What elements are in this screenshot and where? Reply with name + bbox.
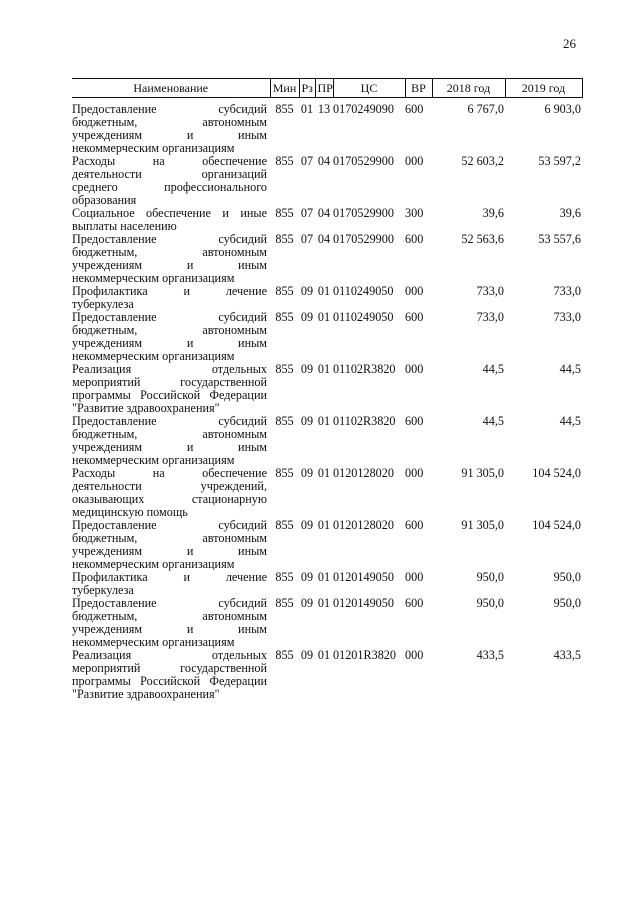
row-pr: 04 xyxy=(317,232,331,246)
row-name-line: мероприятий государственной xyxy=(72,376,267,389)
row-vr: 000 xyxy=(405,570,424,584)
row-name-line: некоммерческим организациям xyxy=(72,142,235,155)
row-vr: 000 xyxy=(405,284,424,298)
row-2019: 950,0 xyxy=(553,570,581,584)
header-vr: ВР xyxy=(405,79,432,98)
row-name-line: Предоставление субсидий xyxy=(72,233,267,246)
row-cs: 0170249090 xyxy=(333,102,394,116)
row-name-line: учреждениям и иным xyxy=(72,623,267,636)
row-name-line: бюджетным, автономным xyxy=(72,532,267,545)
row-name-line: программы Российской Федерации xyxy=(72,675,267,688)
row-cs: 01201R3820 xyxy=(333,648,396,662)
row-vr: 600 xyxy=(405,232,424,246)
row-name-line: Расходы на обеспечение xyxy=(72,467,267,480)
page-number: 26 xyxy=(563,36,576,51)
row-name-line: Расходы на обеспечение xyxy=(72,155,267,168)
row-name-line: Реализация отдельных xyxy=(72,363,267,376)
row-rz: 07 xyxy=(300,206,314,220)
row-min: 855 xyxy=(275,102,294,116)
row-cs: 0120128020 xyxy=(333,466,394,480)
row-2019: 104 524,0 xyxy=(532,466,581,480)
row-name-line: учреждениям и иным xyxy=(72,441,267,454)
row-cs: 0110249050 xyxy=(333,310,394,324)
row-min: 855 xyxy=(275,154,294,168)
row-pr: 01 xyxy=(317,310,331,324)
row-name-line: Предоставление субсидий xyxy=(72,519,267,532)
row-rz: 09 xyxy=(300,414,314,428)
row-name xyxy=(72,597,270,649)
row-2019: 433,5 xyxy=(553,648,581,662)
row-vr: 600 xyxy=(405,310,424,324)
row-2018: 52 603,2 xyxy=(461,154,504,168)
row-2018: 91 305,0 xyxy=(461,466,504,480)
table-row xyxy=(72,285,582,311)
row-cs: 0170529900 xyxy=(333,206,394,220)
row-cs: 01102R3820 xyxy=(333,362,396,376)
row-2019: 44,5 xyxy=(559,362,581,376)
row-name-line: Профилактика и лечение xyxy=(72,571,267,584)
row-2019: 53 557,6 xyxy=(538,232,581,246)
row-name xyxy=(72,98,270,156)
row-2018: 733,0 xyxy=(476,284,504,298)
row-name-line: Социальное обеспечение и иные xyxy=(72,207,267,220)
table-row xyxy=(72,98,582,156)
row-name xyxy=(72,415,270,467)
row-cs: 0120128020 xyxy=(333,518,394,532)
row-2018: 950,0 xyxy=(476,596,504,610)
row-pr: 01 xyxy=(317,284,331,298)
row-name-line: оказывающих стационарную xyxy=(72,493,267,506)
row-name-line: некоммерческим организациям xyxy=(72,636,235,649)
row-min: 855 xyxy=(275,596,294,610)
row-2018: 44,5 xyxy=(482,362,504,376)
row-min: 855 xyxy=(275,310,294,324)
row-min: 855 xyxy=(275,518,294,532)
row-vr: 600 xyxy=(405,102,424,116)
row-2018: 433,5 xyxy=(476,648,504,662)
row-name xyxy=(72,155,270,207)
row-2018: 39,6 xyxy=(482,206,504,220)
row-name-line: бюджетным, автономным xyxy=(72,428,267,441)
row-pr: 01 xyxy=(317,518,331,532)
row-pr: 01 xyxy=(317,570,331,584)
row-rz: 07 xyxy=(300,154,314,168)
row-name-line: Реализация отдельных xyxy=(72,649,267,662)
row-vr: 000 xyxy=(405,648,424,662)
row-name xyxy=(72,467,270,519)
row-cs: 0110249050 xyxy=(333,284,394,298)
row-min: 855 xyxy=(275,206,294,220)
row-cs: 0120149050 xyxy=(333,570,394,584)
row-name-line: бюджетным, автономным xyxy=(72,116,267,129)
row-pr: 13 xyxy=(317,102,331,116)
row-2019: 733,0 xyxy=(553,284,581,298)
row-rz: 09 xyxy=(300,596,314,610)
row-name-line: Предоставление субсидий xyxy=(72,415,267,428)
row-pr: 01 xyxy=(317,648,331,662)
row-name-line: учреждениям и иным xyxy=(72,259,267,272)
row-min: 855 xyxy=(275,414,294,428)
row-2019: 39,6 xyxy=(559,206,581,220)
row-name-line: мероприятий государственной xyxy=(72,662,267,675)
row-vr: 600 xyxy=(405,518,424,532)
table-row xyxy=(72,467,582,519)
row-cs: 01102R3820 xyxy=(333,414,396,428)
table-row xyxy=(72,233,582,285)
row-2019: 104 524,0 xyxy=(532,518,581,532)
row-min: 855 xyxy=(275,570,294,584)
row-name xyxy=(72,233,270,285)
row-2019: 733,0 xyxy=(553,310,581,324)
row-name xyxy=(72,311,270,363)
row-2018: 44,5 xyxy=(482,414,504,428)
row-cs: 0170529900 xyxy=(333,154,394,168)
header-2019: 2019 год xyxy=(505,79,582,98)
row-min: 855 xyxy=(275,284,294,298)
row-min: 855 xyxy=(275,648,294,662)
row-name xyxy=(72,571,270,597)
row-vr: 600 xyxy=(405,414,424,428)
row-name-line: среднего профессионального xyxy=(72,181,267,194)
row-vr: 000 xyxy=(405,362,424,376)
table-row xyxy=(72,415,582,467)
row-name-line: деятельности учреждений, xyxy=(72,480,267,493)
row-min: 855 xyxy=(275,232,294,246)
row-rz: 09 xyxy=(300,310,314,324)
row-rz: 09 xyxy=(300,648,314,662)
header-min: Мин xyxy=(270,79,299,98)
row-pr: 01 xyxy=(317,414,331,428)
row-rz: 09 xyxy=(300,466,314,480)
row-vr: 000 xyxy=(405,154,424,168)
row-name-line: некоммерческим организациям xyxy=(72,350,235,363)
row-2019: 44,5 xyxy=(559,414,581,428)
row-min: 855 xyxy=(275,362,294,376)
table-row xyxy=(72,363,582,415)
row-2019: 950,0 xyxy=(553,596,581,610)
header-pr: ПР xyxy=(315,79,333,98)
row-name-line: некоммерческим организациям xyxy=(72,454,235,467)
header-name: Наименование xyxy=(72,79,270,98)
table-row xyxy=(72,597,582,649)
row-2018: 91 305,0 xyxy=(461,518,504,532)
row-2019: 6 903,0 xyxy=(544,102,581,116)
row-name-line: бюджетным, автономным xyxy=(72,610,267,623)
table-body xyxy=(72,98,582,702)
row-rz: 09 xyxy=(300,284,314,298)
row-2018: 733,0 xyxy=(476,310,504,324)
row-rz: 09 xyxy=(300,518,314,532)
row-name-line: учреждениям и иным xyxy=(72,129,267,142)
row-name-line: медицинскую помощь xyxy=(72,506,188,519)
row-name-line: учреждениям и иным xyxy=(72,545,267,558)
table-header-row xyxy=(72,79,582,98)
row-name-line: учреждениям и иным xyxy=(72,337,267,350)
row-name-line: образования xyxy=(72,194,137,207)
row-name-line: некоммерческим организациям xyxy=(72,558,235,571)
table-row xyxy=(72,571,582,597)
header-cs: ЦС xyxy=(333,79,405,98)
row-name xyxy=(72,363,270,415)
row-vr: 600 xyxy=(405,596,424,610)
row-rz: 09 xyxy=(300,570,314,584)
row-2018: 950,0 xyxy=(476,570,504,584)
table-row xyxy=(72,311,582,363)
row-pr: 01 xyxy=(317,362,331,376)
table-row xyxy=(72,519,582,571)
row-name-line: Предоставление субсидий xyxy=(72,311,267,324)
row-name-line: Предоставление субсидий xyxy=(72,103,267,116)
row-name-line: "Развитие здравоохранения" xyxy=(72,402,220,415)
row-name xyxy=(72,519,270,571)
row-name-line: выплаты населению xyxy=(72,220,177,233)
row-name-line: деятельности организаций xyxy=(72,168,267,181)
row-name-line: Предоставление субсидий xyxy=(72,597,267,610)
row-name-line: бюджетным, автономным xyxy=(72,246,267,259)
row-cs: 0170529900 xyxy=(333,232,394,246)
row-2018: 52 563,6 xyxy=(461,232,504,246)
header-rz: Рз xyxy=(299,79,315,98)
table-row xyxy=(72,207,582,233)
row-pr: 01 xyxy=(317,596,331,610)
row-name-line: бюджетным, автономным xyxy=(72,324,267,337)
row-rz: 07 xyxy=(300,232,314,246)
row-2018: 6 767,0 xyxy=(467,102,504,116)
row-name xyxy=(72,285,270,311)
row-name xyxy=(72,207,270,233)
row-name-line: некоммерческим организациям xyxy=(72,272,235,285)
row-vr: 300 xyxy=(405,206,424,220)
budget-table xyxy=(72,78,583,701)
table-row xyxy=(72,649,582,701)
row-min: 855 xyxy=(275,466,294,480)
table-row xyxy=(72,155,582,207)
row-name-line: туберкулеза xyxy=(72,298,134,311)
row-pr: 04 xyxy=(317,206,331,220)
row-name-line: программы Российской Федерации xyxy=(72,389,267,402)
row-name-line: туберкулеза xyxy=(72,584,134,597)
row-name-line: Профилактика и лечение xyxy=(72,285,267,298)
row-rz: 01 xyxy=(300,102,314,116)
row-name xyxy=(72,649,270,701)
row-rz: 09 xyxy=(300,362,314,376)
row-name-line: "Развитие здравоохранения" xyxy=(72,688,220,701)
row-vr: 000 xyxy=(405,466,424,480)
row-pr: 01 xyxy=(317,466,331,480)
header-2018: 2018 год xyxy=(432,79,505,98)
row-pr: 04 xyxy=(317,154,331,168)
row-2019: 53 597,2 xyxy=(538,154,581,168)
row-cs: 0120149050 xyxy=(333,596,394,610)
